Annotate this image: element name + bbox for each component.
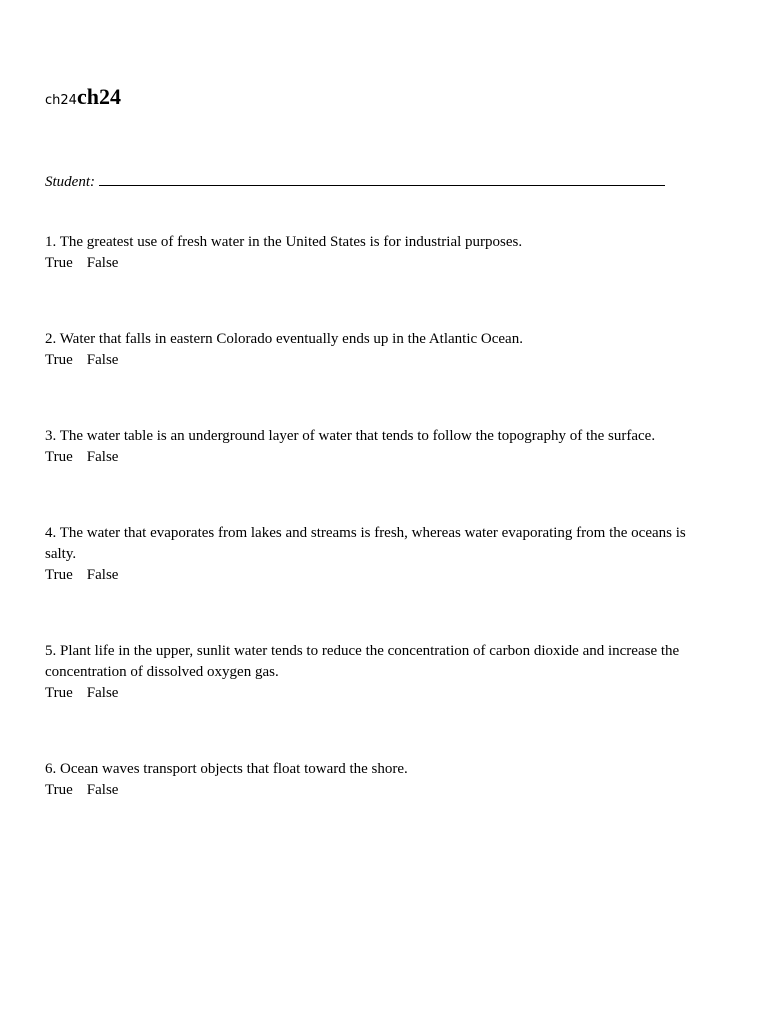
answer-false: False xyxy=(86,685,119,701)
answer-true: True xyxy=(45,352,73,368)
answer-options xyxy=(45,565,705,586)
question-text: 4. The water that evaporates from lakes and streams is fresh, whereas water evaporating from the oceans is salty. xyxy=(45,525,686,562)
question-1 xyxy=(45,232,705,274)
answer-options xyxy=(45,683,705,704)
answer-false: False xyxy=(86,567,119,583)
answer-options xyxy=(45,253,705,274)
answer-false: False xyxy=(86,352,119,368)
answer-options xyxy=(45,350,705,371)
question-4 xyxy=(45,523,705,586)
question-text: 6. Ocean waves transport objects that float toward the shore. xyxy=(45,761,408,777)
answer-false: False xyxy=(86,255,119,271)
question-2 xyxy=(45,329,705,371)
page-title-small: ch24 xyxy=(45,93,77,108)
answer-true: True xyxy=(45,255,73,271)
answer-false: False xyxy=(86,449,119,465)
answer-true: True xyxy=(45,782,73,798)
student-blank-underline xyxy=(99,172,665,186)
page-title-large: ch24 xyxy=(76,84,121,109)
answer-true: True xyxy=(45,567,73,583)
answer-options xyxy=(45,447,705,468)
answer-options xyxy=(45,780,705,801)
question-3 xyxy=(45,426,705,468)
question-5 xyxy=(45,641,705,704)
answer-true: True xyxy=(45,449,73,465)
question-text: 2. Water that falls in eastern Colorado eventually ends up in the Atlantic Ocean. xyxy=(45,331,523,347)
student-name-line xyxy=(45,172,665,191)
question-6 xyxy=(45,759,705,801)
answer-true: True xyxy=(45,685,73,701)
question-text: 1. The greatest use of fresh water in the United States is for industrial purposes. xyxy=(45,234,523,250)
page-title xyxy=(45,86,121,108)
answer-false: False xyxy=(86,782,119,798)
question-text: 3. The water table is an underground layer of water that tends to follow the topography of the surface. xyxy=(45,428,656,444)
student-label: Student: xyxy=(45,174,95,190)
question-text: 5. Plant life in the upper, sunlit water tends to reduce the concentration of carbon dioxide and increase the concentration of dissolved oxygen gas. xyxy=(45,643,680,680)
